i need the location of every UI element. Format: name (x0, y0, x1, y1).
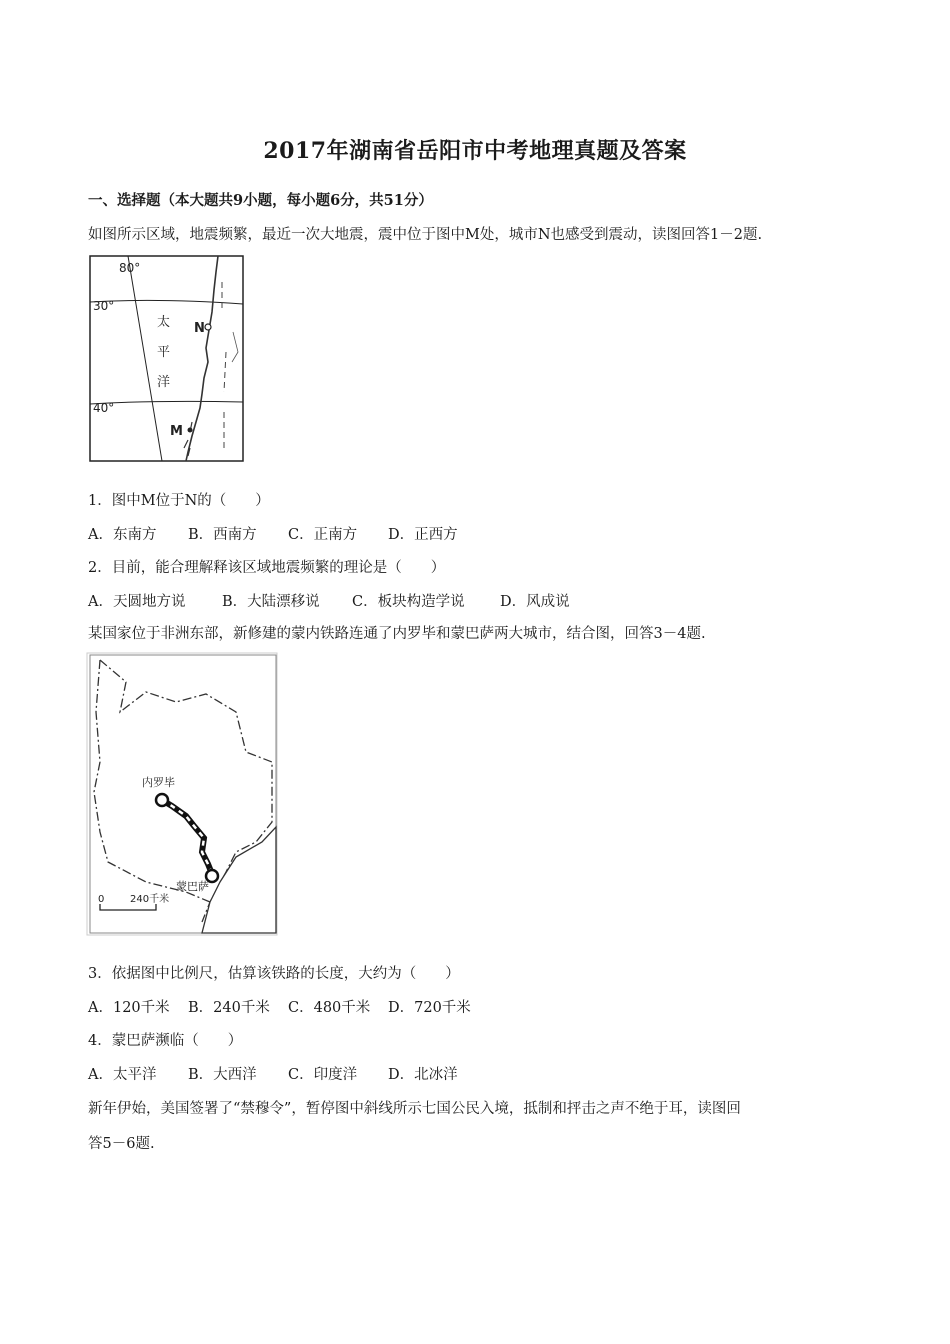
option-d[interactable]: D．北冰洋 (388, 1067, 458, 1083)
intro-text-1: 如图所示区域，地震频繁，最近一次大地震，震中位于图中M处，城市N也感受到震动，读图回答1－2题. (88, 227, 763, 243)
option-d[interactable]: D．风成说 (500, 594, 570, 610)
option-b[interactable]: B．大陆漂移说 (222, 594, 320, 610)
option-c[interactable]: C．板块构造学说 (352, 594, 465, 610)
option-a[interactable]: A．120千米 (88, 1000, 170, 1016)
question-3-stem: 3．依据图中比例尺，估算该铁路的长度，大约为（ ） (88, 966, 460, 982)
ocean-char-2: 平 (157, 345, 171, 360)
ocean-char-1: 太 (157, 315, 171, 330)
option-c[interactable]: C．印度洋 (288, 1067, 358, 1083)
kenya-map (86, 652, 280, 936)
scale-distance-label: 240千米 (130, 894, 170, 905)
page-title: 2017年湖南省岳阳市中考地理真题及答案 (263, 138, 687, 164)
question-3-options (88, 996, 471, 1017)
question-4-options (88, 1063, 458, 1084)
question-1-options (88, 523, 458, 544)
option-c[interactable]: C．480千米 (288, 1000, 371, 1016)
question-2-stem: 2．目前，能合理解释该区域地震频繁的理论是（ ） (88, 560, 446, 576)
question-2-options (88, 590, 570, 611)
point-n-label: N (194, 321, 205, 336)
chile-map (88, 252, 248, 464)
option-a[interactable]: A．太平洋 (88, 1067, 157, 1083)
city-mombasa-label: 蒙巴萨 (176, 880, 209, 893)
city-nairobi-label: 内罗毕 (142, 776, 175, 789)
latitude-40-label: 40° (93, 401, 115, 415)
option-a[interactable]: A．天圆地方说 (88, 594, 186, 610)
intro-text-2: 某国家位于非洲东部，新修建的蒙内铁路连通了内罗毕和蒙巴萨两大城市，结合图，回答3－4题. (88, 626, 706, 642)
scale-zero-label: 0 (98, 894, 105, 905)
question-4-stem: 4．蒙巴萨濒临（ ） (88, 1033, 243, 1049)
option-d[interactable]: D．720千米 (388, 1000, 471, 1016)
option-b[interactable]: B．240千米 (188, 1000, 270, 1016)
latitude-30-label: 30° (93, 299, 115, 313)
longitude-label: 80° (119, 261, 141, 275)
section-heading: 一、选择题（本大题共9小题，每小题6分，共51分） (88, 192, 433, 209)
option-b[interactable]: B．大西洋 (188, 1067, 257, 1083)
option-d[interactable]: D．正西方 (388, 527, 458, 543)
intro-text-3-line-2: 答5－6题. (88, 1136, 155, 1152)
option-a[interactable]: A．东南方 (88, 527, 157, 543)
option-c[interactable]: C．正南方 (288, 527, 358, 543)
intro-text-3-line-1: 新年伊始，美国签署了“禁穆令”，暂停图中斜线所示七国公民入境，抵制和抨击之声不绝于耳，读图回 (88, 1101, 741, 1117)
ocean-char-3: 洋 (157, 375, 171, 390)
option-b[interactable]: B．西南方 (188, 527, 257, 543)
question-1-stem: 1．图中M位于N的（ ） (88, 493, 270, 509)
point-m-label: M (170, 424, 183, 439)
